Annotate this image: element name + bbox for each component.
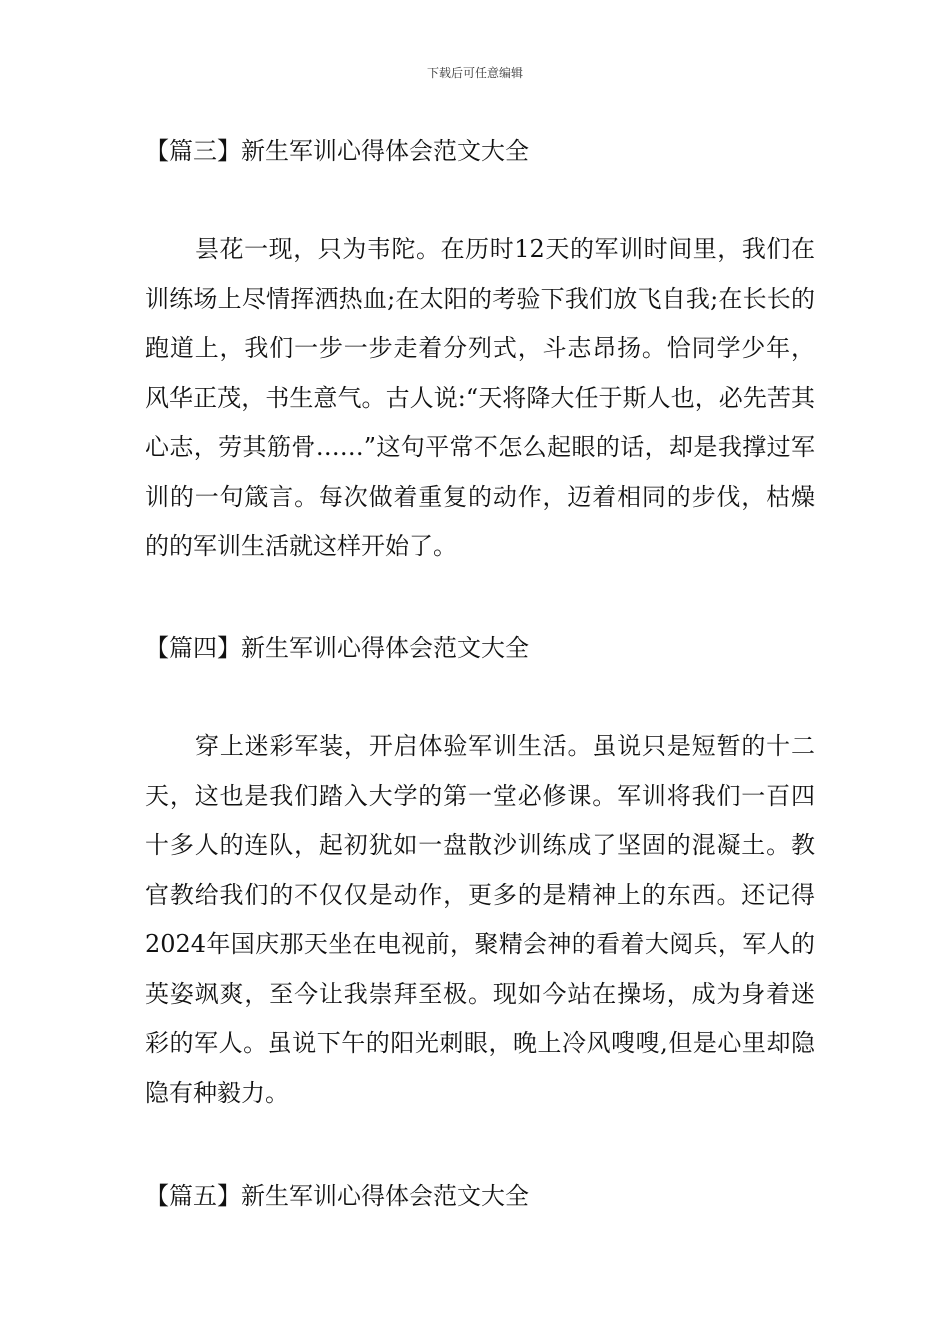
- section-title-5: 【篇五】新生军训心得体会范文大全: [145, 1182, 529, 1210]
- section-title-3: 【篇三】新生军训心得体会范文大全: [145, 137, 529, 165]
- page-header-note: 下载后可任意编辑: [426, 66, 523, 80]
- section-body-4: 穿上迷彩军装，开启体验军训生活。虽说只是短暂的十二天，这也是我们踏入大学的第一堂必修课。军训将我们一百四十多人的连队，起初犹如一盘散沙训练成了坚固的混凝土。教官教给我们的不仅仅是动作，更多的是精神上的东西。还记得2024年国庆那天坐在电视前，聚精会神的看着大阅兵，军人的英姿飒爽，至今让我崇拜至极。现如今站在操场，成为身着迷彩的军人。虽说下午的阳光刺眼，晚上冷风嗖嗖,但是心里却隐隐有种毅力。: [145, 732, 815, 1107]
- section-body-3: 昙花一现，只为韦陀。在历时12天的军训时间里，我们在训练场上尽情挥洒热血;在太阳的考验下我们放飞自我;在长长的跑道上，我们一步一步走着分列式，斗志昂扬。恰同学少年，风华正茂，书生意气。古人说:“天将降大任于斯人也，必先苦其心志，劳其筋骨……”这句平常不怎么起眼的话，却是我撑过军训的一句箴言。每次做着重复的动作，迈着相同的步伐，枯燥的的军训生活就这样开始了。: [145, 235, 815, 560]
- section-title-4: 【篇四】新生军训心得体会范文大全: [145, 634, 529, 662]
